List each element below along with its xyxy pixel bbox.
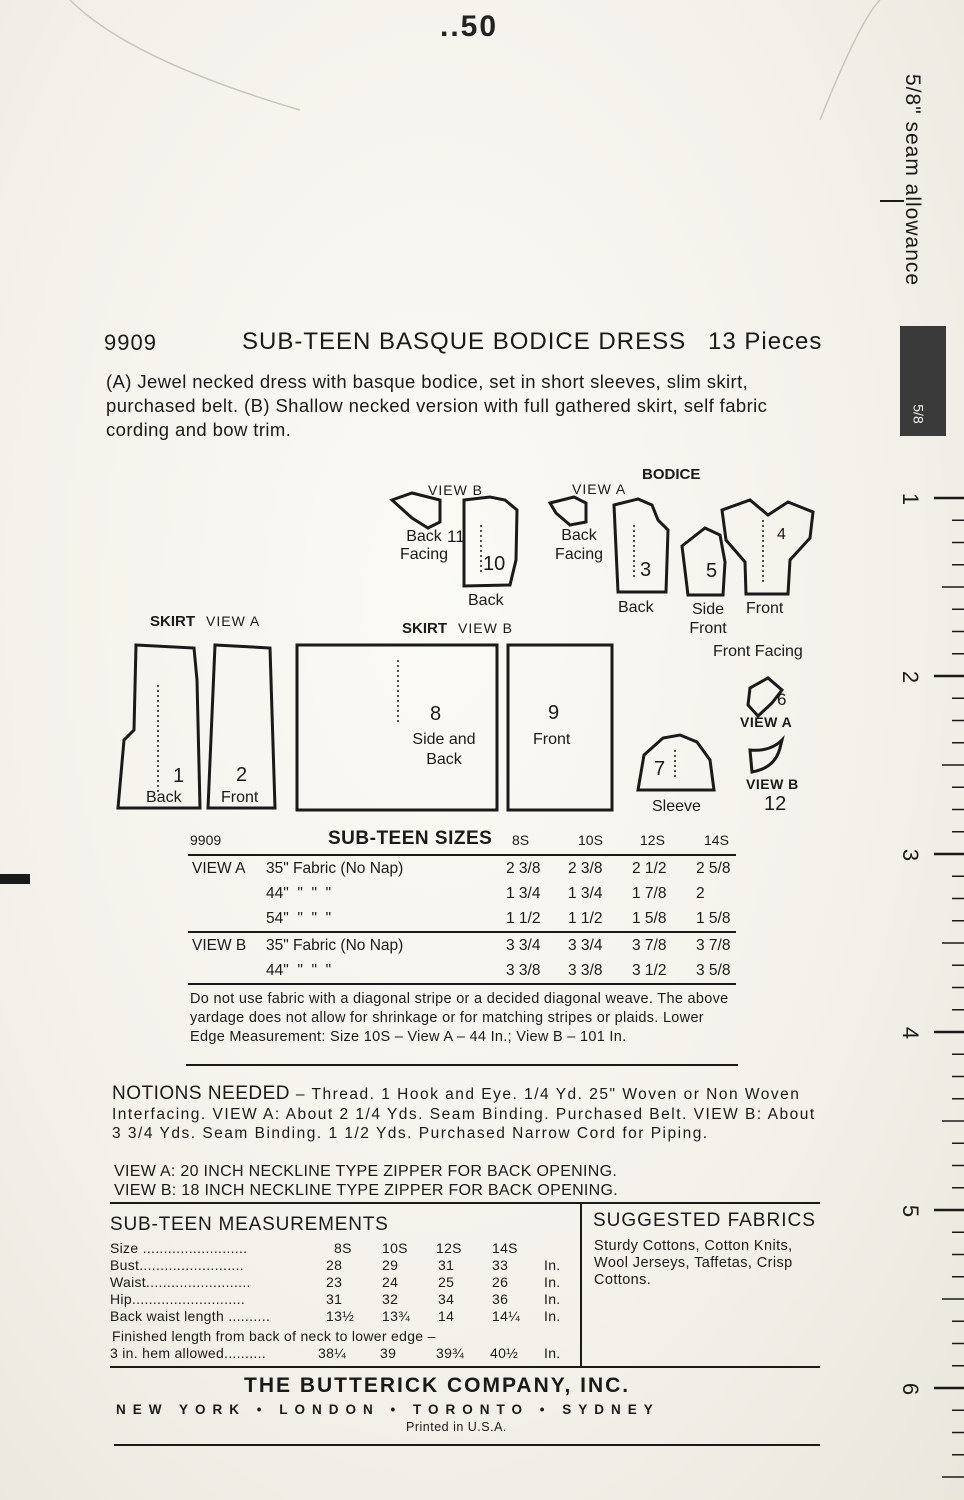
measurement-label: Hip........................... <box>110 1291 246 1307</box>
measurement-value: 40½ <box>490 1345 519 1361</box>
suggested-fabrics-heading: SUGGESTED FABRICS <box>593 1210 816 1231</box>
yardage-pattern-number: 9909 <box>190 832 222 848</box>
five-eighths-mark: 5/8 <box>910 404 927 424</box>
yardage-value: 1 5/8 <box>696 910 731 927</box>
top-pattern-number-fragment: ..50 <box>440 10 499 43</box>
measurement-value: 25 <box>438 1274 455 1290</box>
yardage-header-row <box>188 826 736 856</box>
measurement-value: 24 <box>382 1274 399 1290</box>
piece-1-number: 1 <box>173 765 185 787</box>
measurement-value: 38¼ <box>318 1345 347 1361</box>
pattern-number: 9909 <box>104 330 157 355</box>
yardage-fabric: 54" " " " <box>266 910 332 927</box>
piece-6-number: 6 <box>777 690 787 709</box>
measurement-value: 39 <box>380 1345 397 1361</box>
ruler-number: 6 <box>898 1382 924 1396</box>
piece-12-number: 12 <box>764 793 787 815</box>
piece-5-label: Side Front <box>689 601 727 637</box>
measurement-label: Bust......................... <box>110 1257 244 1273</box>
measurement-unit: In. <box>544 1308 561 1324</box>
yardage-value: 3 3/8 <box>506 962 541 979</box>
yardage-view: VIEW A <box>192 860 246 877</box>
piece-7-sleeve-shape <box>638 735 714 790</box>
yardage-row <box>188 933 736 958</box>
measurement-label: Waist......................... <box>110 1274 251 1290</box>
piece-4-front-shape <box>722 500 813 594</box>
company-cities: NEW YORK • LONDON • TORONTO • SYDNEY <box>116 1402 660 1417</box>
front-facing-label: Front Facing <box>713 643 803 660</box>
yardage-fabric: 35" Fabric (No Nap) <box>266 860 404 877</box>
seam-allowance-label: 5/8" seam allowance <box>901 74 924 287</box>
yardage-view: VIEW B <box>192 937 247 954</box>
piece-8-number: 8 <box>430 703 442 725</box>
yardage-fabric: 44" " " " <box>266 962 332 979</box>
measurements-divider <box>580 1202 582 1366</box>
size-col-14s: 14S <box>704 832 729 848</box>
skirt-view-a-heading: SKIRT <box>150 613 195 630</box>
measurement-value: 13½ <box>326 1308 355 1324</box>
yardage-value: 1 1/2 <box>506 910 541 927</box>
measurement-value: 14S <box>492 1240 518 1256</box>
measurement-value: 8S <box>334 1240 352 1256</box>
measurement-unit: In. <box>544 1291 561 1307</box>
measurement-value: 14¼ <box>492 1308 521 1324</box>
yardage-value: 2 5/8 <box>696 860 731 877</box>
company-name: THE BUTTERICK COMPANY, INC. <box>244 1374 631 1397</box>
measurement-value: 31 <box>438 1257 455 1273</box>
measurement-value: 13¾ <box>382 1308 411 1324</box>
yardage-value: 2 3/8 <box>568 860 603 877</box>
yardage-heading: SUB-TEEN SIZES <box>328 828 493 849</box>
ruler-number: 5 <box>898 1204 924 1218</box>
piece-4-number: 4 <box>777 526 786 543</box>
yardage-value: 1 3/4 <box>506 885 541 902</box>
measurement-label: Size ......................... <box>110 1240 248 1256</box>
edge-mark <box>0 874 30 884</box>
piece-12-view-label: VIEW B <box>746 776 799 792</box>
measurement-value: 31 <box>326 1291 343 1307</box>
pattern-description: (A) Jewel necked dress with basque bodice, set in short sleeves, slim skirt, purchased belt. (B) Shallow necked version with full gathered skirt, self fabric cording and bow trim. <box>106 371 768 440</box>
ruler-number: 2 <box>898 670 924 684</box>
piece-6-view-label: VIEW A <box>740 714 793 730</box>
yardage-value: 1 3/4 <box>568 885 603 902</box>
piece-3-number: 3 <box>640 559 652 581</box>
piece-11-number: 11 <box>447 527 465 546</box>
suggested-fabrics-text: Sturdy Cottons, Cotton Knits, Wool Jerseys, Taffetas, Crisp Cottons. <box>594 1238 793 1288</box>
piece-back-facing-a-shape <box>550 497 586 525</box>
measurement-value: 32 <box>382 1291 399 1307</box>
yardage-value: 2 3/8 <box>506 860 541 877</box>
piece-8-skirt-side-back-shape <box>297 645 497 810</box>
piece-8-label: Side and Back <box>412 731 476 768</box>
footer-rule <box>114 1444 820 1446</box>
measurement-value: 29 <box>382 1257 399 1273</box>
measurement-value: 34 <box>438 1291 455 1307</box>
measurement-unit: In. <box>544 1257 561 1273</box>
piece-5-side-front-shape <box>682 528 725 595</box>
finished-length-text: Finished length from back of neck to lower edge – <box>112 1328 436 1344</box>
skirt-view-b-heading: SKIRT <box>402 620 447 637</box>
size-col-8s: 8S <box>512 832 530 848</box>
piece-2-label: Front <box>221 789 259 806</box>
piece-count: 13 Pieces <box>708 328 823 355</box>
piece-9-skirt-front-shape <box>508 645 612 810</box>
measurement-value: 36 <box>492 1291 509 1307</box>
diagram-bodice-label: BODICE <box>642 466 701 483</box>
piece-5-number: 5 <box>706 560 718 582</box>
yardage-row <box>188 906 736 933</box>
yardage-value: 3 7/8 <box>696 937 731 954</box>
piece-7-number: 7 <box>654 758 666 780</box>
diagram-view-b-label: VIEW B <box>428 482 484 498</box>
piece-9-number: 9 <box>548 702 560 724</box>
piece-10-number: 10 <box>483 553 506 575</box>
yardage-value: 3 3/4 <box>506 937 541 954</box>
ruler-number: 3 <box>898 848 924 862</box>
size-col-12s: 12S <box>640 832 665 848</box>
pattern-title: SUB-TEEN BASQUE BODICE DRESS <box>242 328 687 355</box>
measurement-label: Back waist length .......... <box>110 1308 271 1324</box>
piece-7-label: Sleeve <box>652 798 701 815</box>
piece-1-label: Back <box>146 789 182 806</box>
yardage-row <box>188 881 736 906</box>
piece-12-front-facing-shape <box>750 740 782 772</box>
piece-3-label: Back <box>618 599 654 616</box>
yardage-value: 3 1/2 <box>632 962 667 979</box>
yardage-value: 3 5/8 <box>696 962 731 979</box>
notions-block <box>112 1084 824 1144</box>
measurements-heading: SUB-TEEN MEASUREMENTS <box>110 1214 389 1235</box>
yardage-value: 3 3/8 <box>568 962 603 979</box>
yardage-value: 1 5/8 <box>632 910 667 927</box>
zipper-view-b: VIEW B: 18 INCH NECKLINE TYPE ZIPPER FOR BACK OPENING. <box>114 1182 619 1199</box>
skirt-view-a-subheading: VIEW A <box>206 613 261 629</box>
yardage-row <box>188 958 736 985</box>
yardage-value: 2 1/2 <box>632 860 667 877</box>
piece-9-label: Front <box>533 731 571 748</box>
measurement-value: 33 <box>492 1257 509 1273</box>
diagram-view-a-label: VIEW A <box>572 481 627 497</box>
yardage-value: 1 1/2 <box>568 910 603 927</box>
measurement-value: 26 <box>492 1274 509 1290</box>
yardage-row <box>188 856 736 881</box>
measurement-value: 23 <box>326 1274 343 1290</box>
yardage-value: 3 3/4 <box>568 937 603 954</box>
measurement-unit: In. <box>544 1345 561 1361</box>
yardage-fabric: 35" Fabric (No Nap) <box>266 937 404 954</box>
yardage-value: 1 7/8 <box>632 885 667 902</box>
measurement-unit: In. <box>544 1274 561 1290</box>
printed-in: Printed in U.S.A. <box>406 1420 507 1434</box>
piece-4-label: Front <box>746 600 784 617</box>
notions-heading: NOTIONS NEEDED <box>112 1083 291 1104</box>
yardage-table <box>188 826 736 985</box>
measurement-value: 10S <box>382 1240 408 1256</box>
ruler-number: 4 <box>898 1026 924 1040</box>
size-col-10s: 10S <box>578 832 603 848</box>
yardage-note: Do not use fabric with a diagonal stripe or a decided diagonal weave. The above yardage does not allow for shrinkage or for matching stripes or plaids. Lower Edge Measurement: Size 10S – View A – 44 In.; View B – 101 In. <box>190 991 729 1045</box>
measurement-value: 39¾ <box>436 1345 465 1361</box>
yardage-value: 3 7/8 <box>632 937 667 954</box>
piece-2-number: 2 <box>236 764 248 786</box>
zipper-view-a: VIEW A: 20 INCH NECKLINE TYPE ZIPPER FOR BACK OPENING. <box>114 1163 618 1180</box>
measurement-value: 28 <box>326 1257 343 1273</box>
measurements-bottom-rule <box>110 1366 820 1368</box>
back-facing-a-label: Back Facing <box>554 527 604 563</box>
yardage-fabric: 44" " " " <box>266 885 332 902</box>
yardage-value: 2 <box>696 885 705 902</box>
piece-11-back-facing-shape <box>392 493 440 528</box>
measurements-top-rule <box>110 1202 820 1204</box>
notions-text: – Thread. 1 Hook and Eye. 1/4 Yd. 25" Woven or Non Woven Interfacing. VIEW A: About 2 1/4 Yds. Seam Binding. Purchased Belt. VIEW B: About 3 3/4 Yds. Seam Binding. 1 1/2 Yds. Purchased Narrow Cord for Piping. <box>112 1086 816 1142</box>
measurement-label: 3 in. hem allowed.......... <box>110 1345 266 1361</box>
ruler-number: 1 <box>898 492 924 506</box>
piece-1-skirt-back-shape <box>118 645 200 808</box>
piece-10-label: Back <box>468 592 504 609</box>
measurement-value: 14 <box>438 1308 455 1324</box>
skirt-view-b-subheading: VIEW B <box>458 620 514 636</box>
measurement-value: 12S <box>436 1240 462 1256</box>
seam-allowance-marker <box>880 200 904 202</box>
piece-11-label: Back Facing <box>399 528 449 563</box>
